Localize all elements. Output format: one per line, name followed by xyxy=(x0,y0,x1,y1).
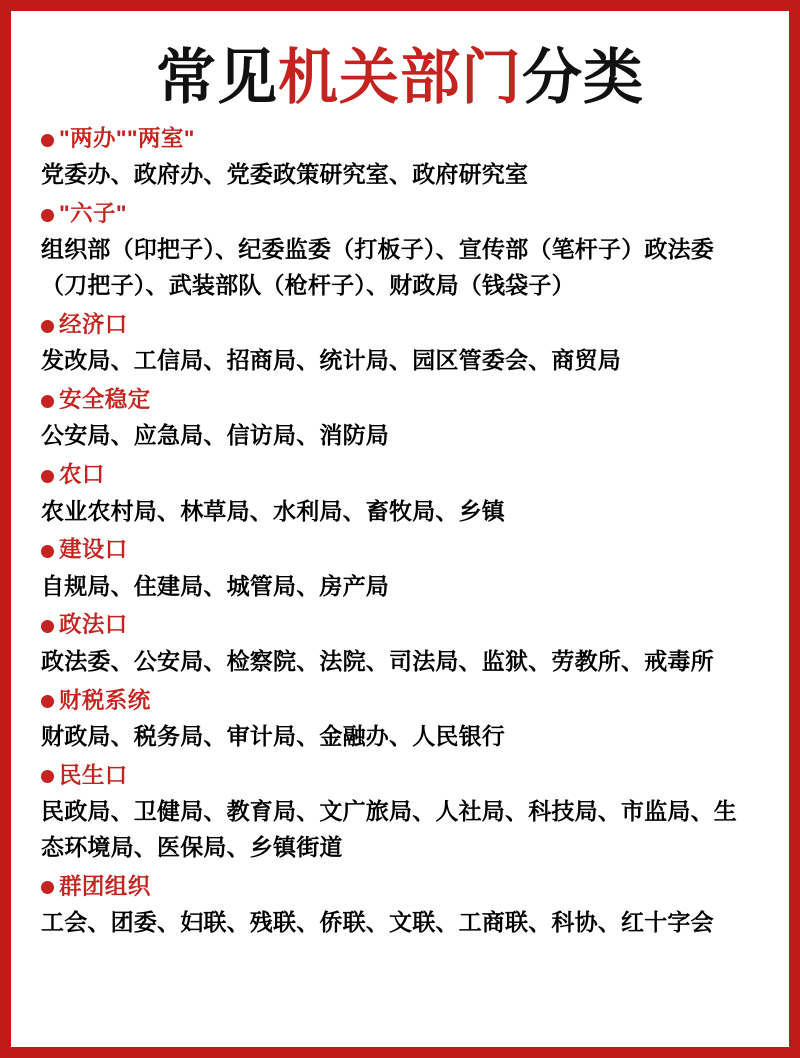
section-jingjikou xyxy=(41,308,759,379)
section-body: 发改局、工信局、招商局、统计局、园区管委会、商贸局 xyxy=(41,347,621,374)
section-minshengkou xyxy=(41,759,759,866)
section-heading xyxy=(41,308,759,342)
section-body: 组织部（印把子）、纪委监委（打板子）、宣传部（笔杆子）政法委（刀把子）、武装部队（枪杆子）、财政局（钱袋子） xyxy=(41,236,714,299)
section-heading-label: 农口 xyxy=(59,462,105,488)
section-heading xyxy=(41,608,759,642)
poster-inner xyxy=(11,11,789,1047)
bullet-icon xyxy=(41,395,54,408)
section-heading xyxy=(41,383,759,417)
section-heading-label: 经济口 xyxy=(59,312,128,338)
section-heading xyxy=(41,197,759,231)
section-heading-label: 民生口 xyxy=(59,762,128,788)
bullet-icon xyxy=(41,470,54,483)
section-heading xyxy=(41,684,759,718)
section-heading xyxy=(41,870,759,904)
section-heading-label: 财税系统 xyxy=(59,687,151,713)
bullet-icon xyxy=(41,320,54,333)
section-body: 自规局、住建局、城管局、房产局 xyxy=(41,572,389,599)
section-liuzi xyxy=(41,197,759,304)
bullet-icon xyxy=(41,695,54,708)
bullet-icon xyxy=(41,134,54,147)
page-title xyxy=(37,45,763,112)
title-part-3: 分类 xyxy=(522,43,644,113)
bullet-icon xyxy=(41,770,54,783)
section-body: 公安局、应急局、信访局、消防局 xyxy=(41,422,389,449)
section-body: 农业农村局、林草局、水利局、畜牧局、乡镇 xyxy=(41,497,505,524)
section-zhengfakou xyxy=(41,608,759,679)
section-quntuanzuzhi xyxy=(41,870,759,941)
section-body: 财政局、税务局、审计局、金融办、人民银行 xyxy=(41,722,505,749)
bullet-icon xyxy=(41,620,54,633)
title-part-1: 常见 xyxy=(156,43,278,113)
sections-list xyxy=(37,122,763,940)
bullet-icon xyxy=(41,209,54,222)
section-body: 党委办、政府办、党委政策研究室、政府研究室 xyxy=(41,161,529,188)
section-body: 政法委、公安局、检察院、法院、司法局、监狱、劳教所、戒毒所 xyxy=(41,647,714,674)
section-caishui xyxy=(41,684,759,755)
section-heading-label: 建设口 xyxy=(59,537,128,563)
section-heading-label: 群团组织 xyxy=(59,873,151,899)
section-heading-label: "六子" xyxy=(59,201,127,227)
section-heading-label: "两办""两室" xyxy=(59,126,195,152)
section-liangban xyxy=(41,122,759,193)
title-part-2: 机关部门 xyxy=(278,43,522,113)
section-body: 工会、团委、妇联、残联、侨联、文联、工商联、科协、红十字会 xyxy=(41,908,714,935)
section-anquanwending xyxy=(41,383,759,454)
section-heading-label: 政法口 xyxy=(59,612,128,638)
section-heading-label: 安全稳定 xyxy=(59,387,151,413)
section-heading xyxy=(41,122,759,156)
bullet-icon xyxy=(41,545,54,558)
section-body: 民政局、卫健局、教育局、文广旅局、人社局、科技局、市监局、生态环境局、医保局、乡镇街道 xyxy=(41,797,737,860)
section-jiansheku xyxy=(41,533,759,604)
bullet-icon xyxy=(41,881,54,894)
section-nongkou xyxy=(41,458,759,529)
section-heading xyxy=(41,759,759,793)
section-heading xyxy=(41,458,759,492)
section-heading xyxy=(41,533,759,567)
